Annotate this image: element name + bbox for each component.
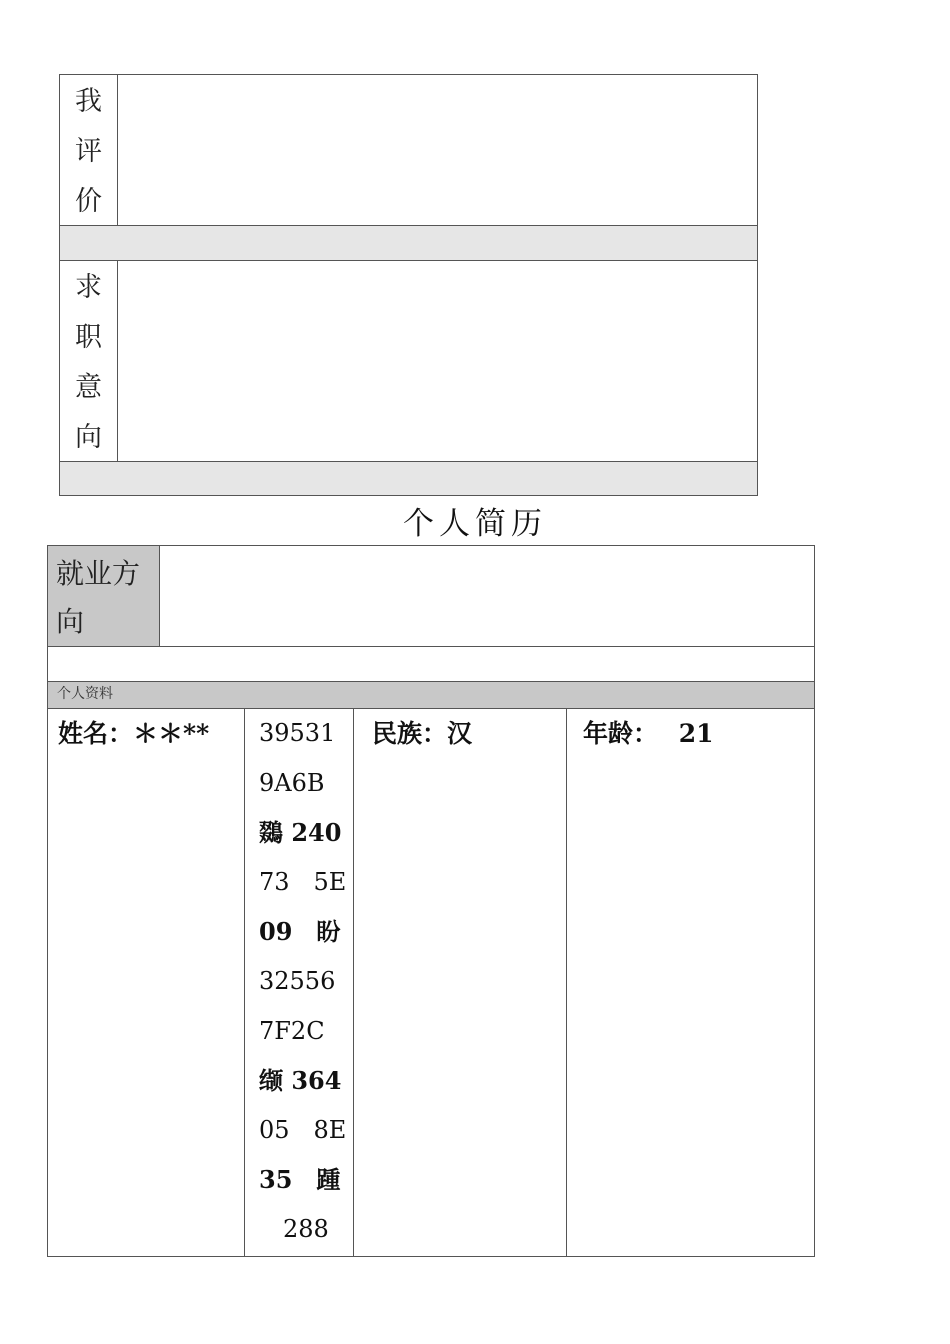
code-line: 35 踵 xyxy=(259,1165,341,1195)
code-line: 鵽 240 xyxy=(259,818,342,848)
separator-row-2 xyxy=(59,461,758,496)
code-line: 05 8E xyxy=(259,1115,347,1144)
self-evaluation-content[interactable] xyxy=(117,74,758,226)
personal-info-section-bar xyxy=(47,681,815,709)
code-line: 39531 xyxy=(259,719,336,747)
age-label: 年龄： xyxy=(583,719,659,748)
top-table xyxy=(59,74,758,496)
ethnicity-cell xyxy=(353,708,567,1257)
age-value: 21 xyxy=(678,719,714,748)
personal-info-section-label: 个人资料 xyxy=(57,686,113,702)
separator-row-1 xyxy=(59,225,758,261)
code-line: 32556 xyxy=(259,966,336,995)
bottom-table xyxy=(47,545,815,1257)
job-direction-label-line2: 向 xyxy=(56,605,85,638)
ethnicity-field: 民族：汉 xyxy=(372,719,473,748)
job-intention-char-2: 职 xyxy=(75,322,102,353)
blank-row xyxy=(47,646,815,682)
job-intention-char-1: 求 xyxy=(75,272,102,303)
age-cell xyxy=(566,708,815,1257)
self-evaluation-char-3: 价 xyxy=(75,186,102,217)
code-line: 缬 364 xyxy=(259,1066,342,1096)
code-line: 09 盼 xyxy=(259,917,341,947)
code-cell xyxy=(244,708,354,1257)
resume-title: 个人简历 xyxy=(403,506,547,542)
self-evaluation-label xyxy=(59,74,118,226)
job-intention-label xyxy=(59,260,118,462)
job-intention-content[interactable] xyxy=(117,260,758,462)
job-direction-content[interactable] xyxy=(159,545,815,647)
code-line: 73 5E xyxy=(259,867,347,896)
code-line: 7F2C xyxy=(259,1016,325,1045)
job-intention-char-4: 向 xyxy=(75,422,102,453)
self-evaluation-char-1: 我 xyxy=(75,86,102,117)
code-line: 9A6B xyxy=(259,768,325,797)
self-evaluation-char-2: 评 xyxy=(75,136,102,167)
job-intention-char-3: 意 xyxy=(75,372,102,403)
job-direction-label xyxy=(47,545,160,647)
name-cell xyxy=(47,708,245,1257)
job-direction-label-line1: 就业方 xyxy=(56,557,141,590)
code-line: 288 xyxy=(259,1214,329,1243)
name-field: 姓名：＊＊** xyxy=(58,719,210,748)
